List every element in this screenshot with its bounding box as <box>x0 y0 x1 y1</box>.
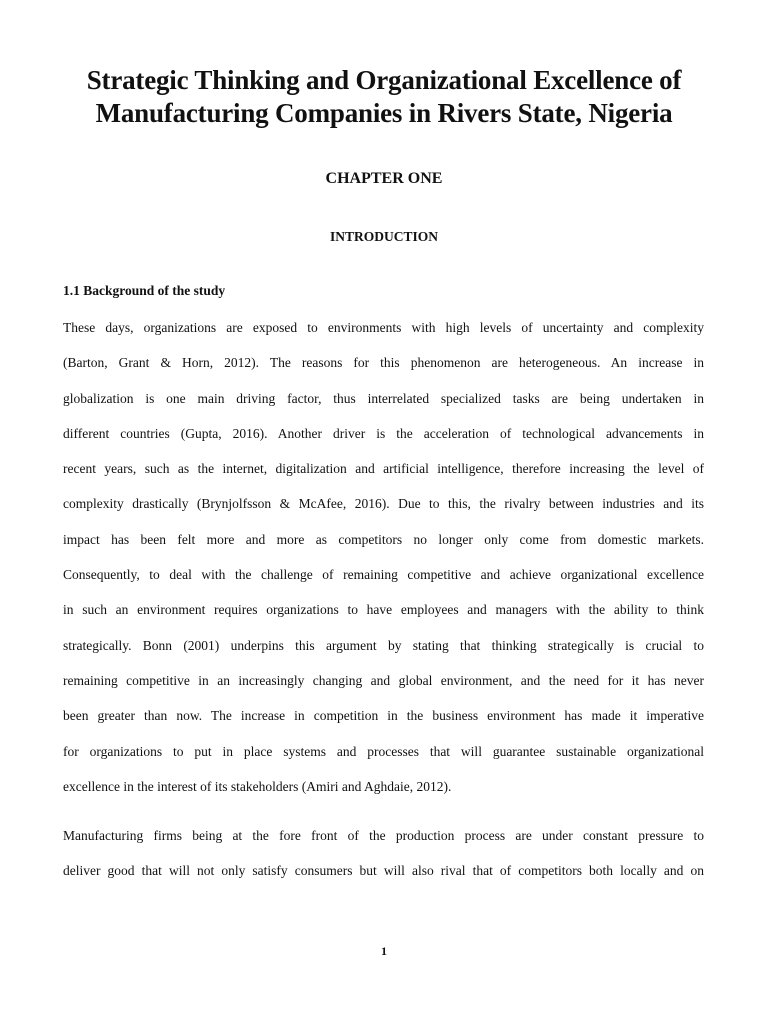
introduction-heading: INTRODUCTION <box>329 229 438 244</box>
paragraph-line: excellence in the interest of its stakeholders (Amiri and Aghdaie, 2012). <box>63 778 452 794</box>
paragraph-line: Consequently, to deal with the challenge of remaining competitive and achieve organizational excellence <box>63 567 704 583</box>
paragraph-line: been greater than now. The increase in competition in the business environment has made it imperative <box>63 708 704 724</box>
document-title <box>40 64 728 130</box>
paragraph-line: These days, organizations are exposed to environments with high levels of uncertainty and complexity <box>63 320 704 335</box>
paragraph-line: recent years, such as the internet, digitalization and artificial intelligence, therefore increasing the level of <box>63 461 704 477</box>
paragraph-line: deliver good that will not only satisfy consumers but will also rival that of competitors both locally and on <box>63 863 704 879</box>
body-paragraph-2 <box>63 818 704 889</box>
paragraph-line: globalization is one main driving factor, thus interrelated specialized tasks are being undertaken in <box>63 390 704 406</box>
body-paragraph-1 <box>63 310 704 804</box>
paragraph-line: Manufacturing firms being at the fore front of the production process are under constant pressure to <box>63 828 704 843</box>
paragraph-line: strategically. Bonn (2001) underpins this argument by stating that thinking strategically is crucial to <box>63 637 704 653</box>
paragraph-line: different countries (Gupta, 2016). Another driver is the acceleration of technological advancements in <box>63 425 704 441</box>
paragraph-line: in such an environment requires organizations to have employees and managers with the ability to think <box>63 602 704 618</box>
paragraph-line: impact has been felt more and more as competitors no longer only come from domestic markets. <box>63 531 704 547</box>
chapter-heading: CHAPTER ONE <box>325 170 443 187</box>
section-heading: 1.1 Background of the study <box>63 283 226 298</box>
paragraph-line: (Barton, Grant & Horn, 2012). The reasons for this phenomenon are heterogeneous. An increase in <box>63 355 704 371</box>
title-line-2: Manufacturing Companies in Rivers State, Nigeria <box>95 98 673 128</box>
paragraph-line: for organizations to put in place systems and processes that will guarantee sustainable organizational <box>63 743 704 759</box>
paragraph-line: complexity drastically (Brynjolfsson & McAfee, 2016). Due to this, the rivalry between industries and its <box>63 496 704 512</box>
title-line-1: Strategic Thinking and Organizational Excellence of <box>86 65 682 95</box>
page-number: 1 <box>381 944 387 958</box>
paragraph-line: remaining competitive in an increasingly changing and global environment, and the need for it has never <box>63 672 704 688</box>
